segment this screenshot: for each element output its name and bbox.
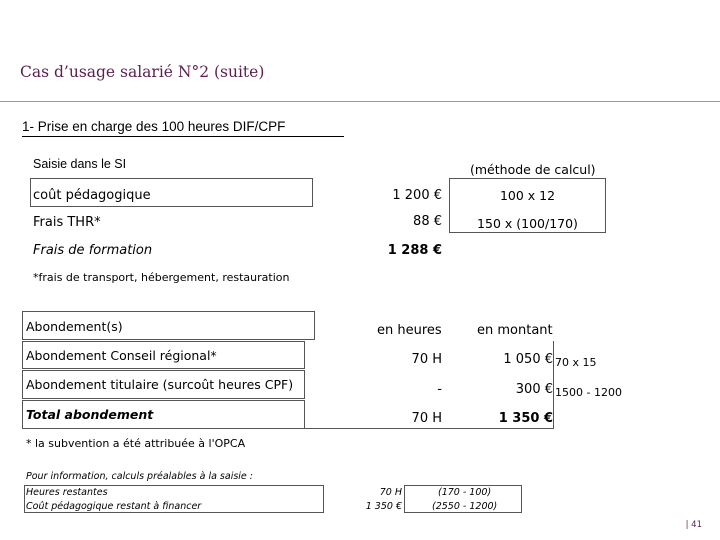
info-heading: Pour information, calculs préalables à la saisie : <box>26 471 253 482</box>
cost-row-method: 150 x (100/170) <box>477 216 578 231</box>
abondement-total-amount: 1 350 € <box>498 411 553 426</box>
section-heading: 1- Prise en charge des 100 heures DIF/CPF <box>22 119 286 134</box>
abondement-footnote: * la subvention a été attribuée à l'OPCA <box>26 437 246 450</box>
info-row-label: Coût pédagogique restant à financer <box>26 501 202 512</box>
cost-row-method: 100 x 12 <box>499 188 556 203</box>
method-heading: (méthode de calcul) <box>470 162 596 177</box>
abondement-row-hours: 70 H <box>411 352 442 367</box>
abondement-row-label: Abondement titulaire (surcoût heures CPF) <box>26 377 294 392</box>
info-row-value: 1 350 € <box>365 501 402 512</box>
costs-heading: Saisie dans le SI <box>33 157 127 171</box>
section-underline <box>22 136 344 137</box>
cost-row-amount: 1 200 € <box>392 188 442 203</box>
info-row-calc: (2550 - 1200) <box>432 501 498 512</box>
abondement-row-label: Abondement Conseil régional* <box>26 348 217 363</box>
col-hours-heading: en heures <box>377 323 442 338</box>
info-row-label: Heures restantes <box>26 487 108 498</box>
title-divider <box>0 101 720 102</box>
cost-row-label: coût pédagogique <box>33 188 151 203</box>
cost-total-label: Frais de formation <box>33 243 153 258</box>
abondement-row-amount: 1 050 € <box>503 352 553 367</box>
abondement-total-label: Total abondement <box>26 407 154 422</box>
info-row-value: 70 H <box>379 487 402 498</box>
page-number: | 41 <box>685 520 702 530</box>
cost-row-amount: 88 € <box>413 214 442 229</box>
info-row-calc: (170 - 100) <box>438 487 492 498</box>
abondement-row-amount: 300 € <box>515 382 553 397</box>
abondement-heading: Abondement(s) <box>26 319 123 334</box>
col-amount-heading: en montant <box>477 323 553 338</box>
cost-total-amount: 1 288 € <box>387 243 442 258</box>
costs-footnote: *frais de transport, hébergement, restauration <box>33 271 290 284</box>
cost-row-label: Frais THR* <box>33 215 101 230</box>
abondement-row-note: 70 x 15 <box>555 356 597 369</box>
page-number-value: 41 <box>691 520 702 530</box>
abondement-row-note: 1500 - 1200 <box>555 386 622 399</box>
abondement-total-hours: 70 H <box>411 411 442 426</box>
page-title: Cas d’usage salarié N°2 (suite) <box>20 63 265 81</box>
abondement-row-hours: - <box>437 382 442 397</box>
